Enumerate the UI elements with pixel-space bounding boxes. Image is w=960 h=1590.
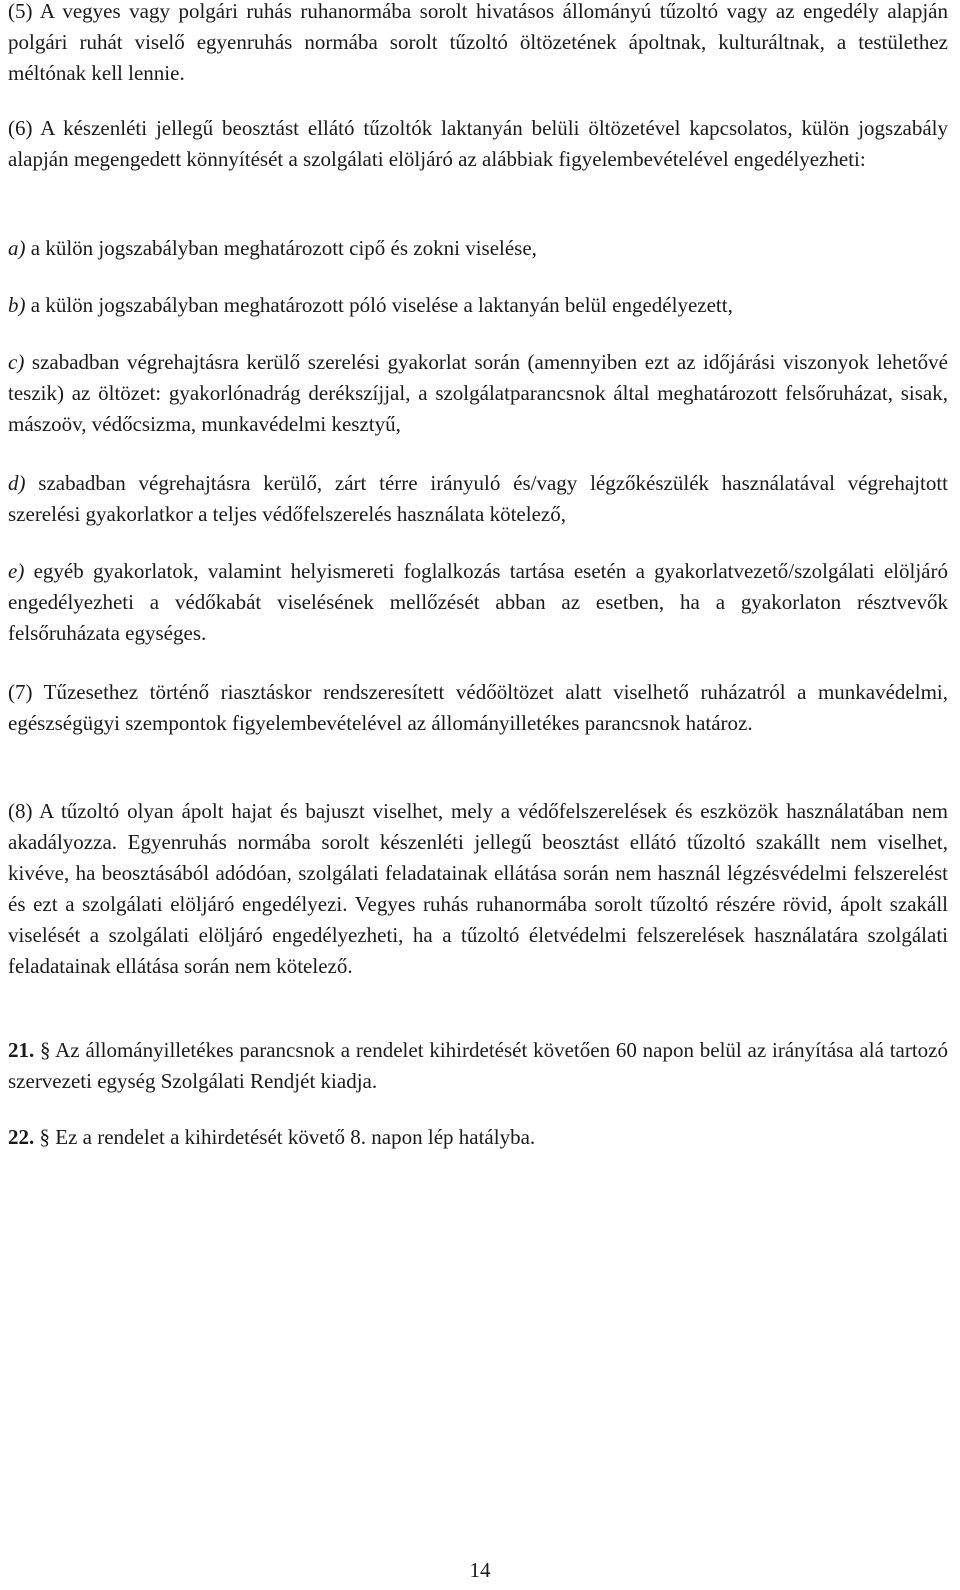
list-item-b-label: b) bbox=[8, 293, 26, 317]
list-item-a bbox=[8, 233, 948, 264]
list-item-d-label: d) bbox=[8, 471, 26, 495]
paragraph-5-text: (5) A vegyes vagy polgári ruhás ruhanormába sorolt hivatásos állományú tűzoltó vagy az engedély alapján polgári ruhát viselő egyenruhás normába sorolt tűzoltó öltözetének ápoltnak, kulturáltnak, a testülethez méltónak kell lennie. bbox=[8, 0, 948, 85]
section-sign-icon: § bbox=[39, 1125, 50, 1149]
list-item-a-text: a külön jogszabályban meghatározott cipő és zokni viselése, bbox=[25, 236, 537, 260]
list-item-a-label: a) bbox=[8, 236, 26, 260]
paragraph-6 bbox=[8, 113, 948, 175]
list-item-e bbox=[8, 556, 948, 649]
paragraph-7 bbox=[8, 677, 948, 739]
list-item-b bbox=[8, 290, 948, 321]
paragraph-6-text: (6) A készenléti jellegű beosztást ellátó tűzoltók laktanyán belüli öltözetével kapcsolatos, külön jogszabály alapján megengedett könnyítését a szolgálati elöljáró az alábbiak figyelembevételével engedélyezheti: bbox=[8, 116, 948, 171]
section-22 bbox=[8, 1122, 948, 1153]
list-item-e-label: e) bbox=[8, 559, 25, 583]
list-item-c-label: c) bbox=[8, 350, 25, 374]
list-item-d bbox=[8, 468, 948, 530]
section-21 bbox=[8, 1035, 948, 1097]
section-22-text: Ez a rendelet a kihirdetését követő 8. napon lép hatályba. bbox=[50, 1125, 536, 1149]
list-item-b-text: a külön jogszabályban meghatározott póló viselése a laktanyán belül engedélyezett, bbox=[25, 293, 733, 317]
section-21-text: Az állományilletékes parancsnok a rendelet kihirdetését követően 60 napon belül az irányítása alá tartozó szervezeti egység Szolgálati Rendjét kiadja. bbox=[8, 1038, 948, 1093]
paragraph-7-text: (7) Tűzesethez történő riasztáskor rendszeresített védőöltözet alatt viselhető ruházatról a munkavédelmi, egészségügyi szempontok figyelembevételével az állományilletékes parancsnok határoz. bbox=[8, 680, 948, 735]
list-item-c-text: szabadban végrehajtásra kerülő szerelési gyakorlat során (amennyiben ezt az időjárási viszonyok lehetővé teszik) az öltözet: gyakorlónadrág derékszíjjal, a szolgálatparancsnok által meghatározott felsőruházat, sisak, mászoöv, védőcsizma, munkavédelmi kesztyű, bbox=[8, 350, 948, 436]
paragraph-8-text: (8) A tűzoltó olyan ápolt hajat és bajuszt viselhet, mely a védőfelszerelések és eszközök használatában nem akadályozza. Egyenruhás normába sorolt készenléti jellegű beosztást ellátó tűzoltó szakállt nem viselhet, kivéve, ha beosztásából adódóan, szolgálati feladatainak ellátása során nem használ légzésvédelmi felszerelést és ezt a szolgálati elöljáró engedélyezi. Vegyes ruhás ruhanormába sorolt tűzoltó részére rövid, ápolt szakáll viselését a szolgálati elöljáró engedélyezheti, ha a tűzoltó életvédelmi felszerelések használatára szolgálati feladatainak ellátása során nem kötelező. bbox=[8, 799, 948, 978]
page-number: 14 bbox=[469, 1558, 491, 1582]
list-item-e-text: egyéb gyakorlatok, valamint helyismereti foglalkozás tartása esetén a gyakorlatvezető/szolgálati elöljáró engedélyezheti a védőkabát viselésének mellőzését abban az esetben, ha a gyakorlaton résztvevők felsőruházata egységes. bbox=[8, 559, 948, 645]
section-sign-icon: § bbox=[40, 1038, 51, 1062]
section-21-number: 21. bbox=[8, 1038, 35, 1062]
list-item-c bbox=[8, 347, 948, 440]
section-22-number: 22. bbox=[8, 1125, 35, 1149]
paragraph-8 bbox=[8, 796, 948, 982]
paragraph-5 bbox=[8, 0, 948, 89]
list-item-d-text: szabadban végrehajtásra kerülő, zárt térre irányuló és/vagy légzőkészülék használatával végrehajtott szerelési gyakorlatkor a teljes védőfelszerelés használata kötelező, bbox=[8, 471, 948, 526]
